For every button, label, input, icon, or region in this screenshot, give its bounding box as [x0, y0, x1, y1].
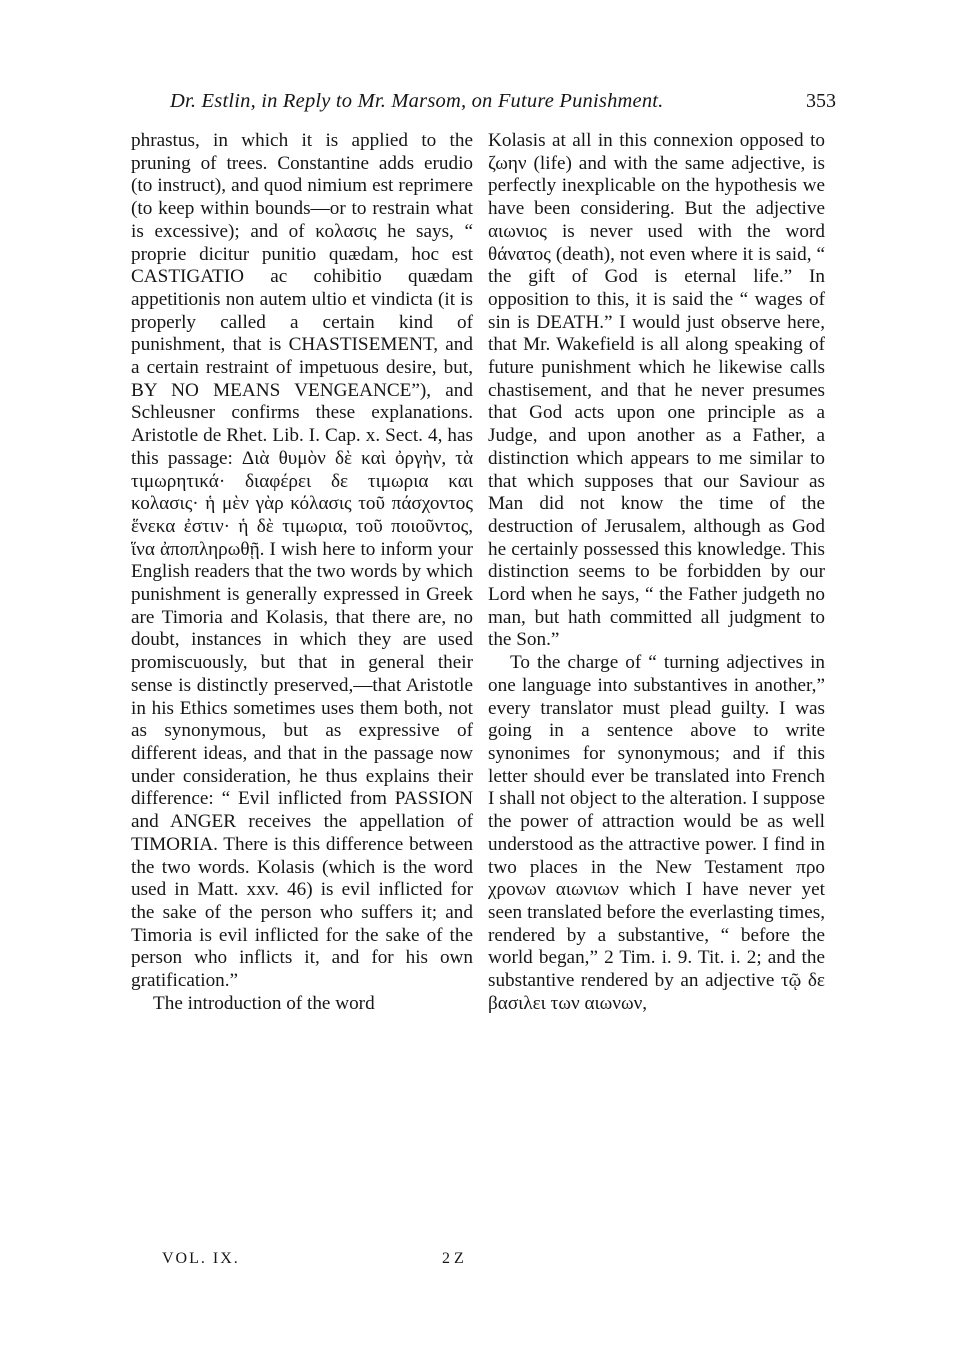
signature-mark: 2 Z — [442, 1250, 464, 1267]
left-paragraph-1: phrastus, in which it is applied to the pruning of trees. Constantine adds erudio (to instruct), and quod nimium est reprimere (to keep within bounds—or to restrain what is excessive); and of κολασις he says, “ proprie dicitur punitio quædam, hoc est CASTIGATIO ac cohibitio quædam appetitionis non autem ultio et vindicta (it is properly called a certain kind of punishment, that is CHASTISEMENT, and a certain restraint of impetuous desire, but, BY NO MEANS VENGEANCE”), and Schleusner confirms these explanations. Aristotle de Rhet. Lib. I. Cap. x. Sect. 4, has this passage: Διὰ θυμὸν δὲ καὶ ὀργὴν, τὰ τιμωρητικά· διαφέρει δε τιμωρια και κολασις· ἡ μὲν γὰρ κόλασις τοῦ πάσχοντος ἕνεκα ἐστιν· ἡ δὲ τιμωρια, τοῦ ποιοῦντος, ἵνα ἀποπληρωθῇ. I wish here to inform your English readers that the two words by which punishment is generally expressed in Greek are Timoria and Kolasis, that there are, no doubt, instances in which they are used promiscuously, but that in general their sense is distinctly preserved,—that Aristotle in his Ethics sometimes uses them both, not as synonymous, but as expressive of different ideas, and that in the passage now under consideration, he thus explains their difference: “ Evil inflicted from PASSION and ANGER receives the appellation of TIMORIA. There is this difference between the two words. Kolasis (which is the word used in Matt. xxv. 46) is evil inflicted for the sake of the person who suffers it; and Timoria is evil inflicted for the sake of the person who inflicts it, and for his own gratification.” — [131, 130, 473, 992]
right-column — [488, 130, 825, 1015]
page-number: 353 — [806, 90, 836, 112]
running-title: Dr. Estlin, in Reply to Mr. Marsom, on Future Punishment. — [170, 90, 664, 112]
left-paragraph-2: The introduction of the word — [153, 992, 375, 1014]
volume-label: VOL. IX. — [162, 1250, 240, 1267]
right-paragraph-2: To the charge of “ turning adjectives in one language into substantives in another,” every translator must plead guilty. I was going in a sentence above to write synonimes for synonymous; and if this letter should ever be translated into French I shall not object to the alteration. I suppose the power of attraction would be as well understood as the attractive power. I find in two places in the New Testament προ χρονων αιωνιων which I have never yet seen translated before the everlasting times, rendered by a substantive, “ before the world began,” 2 Tim. i. 9. Tit. i. 2; and the substantive rendered by an adjective τῷ δε βασιλει των αιωνων, — [488, 652, 825, 1014]
page-header — [130, 82, 836, 122]
right-paragraph-1: Kolasis at all in this connexion opposed to ζωην (life) and with the same adjective, is perfectly inexplicable on the hypothesis we have been considering. But the adjective αιωνιος is never used with the word θάνατος (death), not even where it is said, “ the gift of God is eternal life.” In opposition to this, it is said the “ wages of sin is DEATH.” I would just observe here, that Mr. Wakefield is all along speaking of future punishment which he likewise calls chastisement, and that he never presumes that God acts upon one principle as a Judge, and upon another as a Father, a distinction which appears to me similar to that which supposes that our Saviour as Man did not know the time of the destruction of Jerusalem, although as God he certainly possessed this knowledge. This distinction seems to be forbidden by our Lord when he says, “ the Father judgeth no man, but hath committed all judgment to the Son.” — [488, 130, 825, 651]
page-footer — [162, 1250, 482, 1276]
left-column — [131, 130, 473, 1015]
